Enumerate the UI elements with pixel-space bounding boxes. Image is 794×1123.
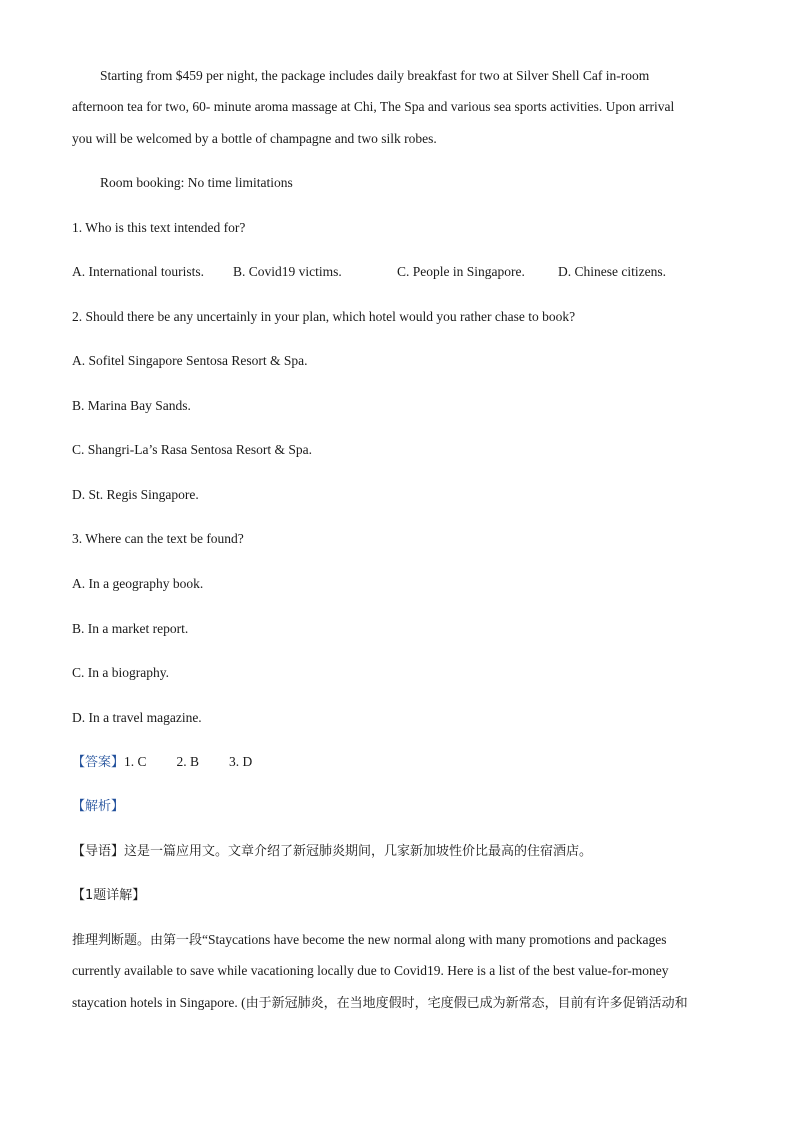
detail-line-2: currently available to save while vacationing locally due to Covid19. Here is a list of the best value-for-money <box>72 963 669 978</box>
question-3-option-b: B. In a market report. <box>72 621 189 636</box>
passage-line-1: Starting from $459 per night, the package includes daily breakfast for two at Silver Shell Caf in-room <box>100 68 650 83</box>
question-1-option-b: B. Covid19 victims. <box>233 264 342 279</box>
detail-line-1-en: “Staycations have become the new normal along with many promotions and packages <box>202 932 667 947</box>
question-3-option-d: D. In a travel magazine. <box>72 710 202 725</box>
question-2-option-a: A. Sofitel Singapore Sentosa Resort & Spa. <box>72 353 308 368</box>
passage-line-3: you will be welcomed by a bottle of champagne and two silk robes. <box>72 131 437 146</box>
detail-line-3 <box>72 994 688 1013</box>
analysis-label: 【解析】 <box>72 799 125 814</box>
question-2-stem: 2. Should there be any uncertainly in your plan, which hotel would you rather chase to book? <box>72 309 576 324</box>
question-2-option-b: B. Marina Bay Sands. <box>72 398 191 413</box>
answer-item-2: 2. B <box>176 754 200 769</box>
detail-label: 【1题详解】 <box>72 888 146 903</box>
question-2-option-d: D. St. Regis Singapore. <box>72 487 199 502</box>
detail-line-1-cn: 推理判断题。由第一段 <box>72 933 203 948</box>
guide-line <box>72 843 592 861</box>
question-3-stem: 3. Where can the text be found? <box>72 531 244 546</box>
detail-line-1 <box>72 931 667 950</box>
question-2-option-c: C. Shangri-La’s Rasa Sentosa Resort & Spa. <box>72 442 312 457</box>
question-1-option-c: C. People in Singapore. <box>397 264 525 279</box>
question-1-stem: 1. Who is this text intended for? <box>72 220 246 235</box>
answer-label: 【答案】 <box>72 755 125 770</box>
question-1-option-a: A. International tourists. <box>72 264 204 279</box>
detail-line-3-cn: 由于新冠肺炎，在当地度假时，宅度假已成为新常态，目前有许多促销活动和 <box>245 996 688 1011</box>
answer-item-3: 3. D <box>229 754 253 769</box>
detail-line-3-en: staycation hotels in Singapore. ( <box>72 995 246 1010</box>
guide-text: 这是一篇应用文。文章介绍了新冠肺炎期间，几家新加坡性价比最高的住宿酒店。 <box>124 844 593 859</box>
guide-label: 【导语】 <box>72 844 125 859</box>
question-3-option-a: A. In a geography book. <box>72 576 204 591</box>
answer-item-1: 1. C <box>124 754 147 769</box>
answer-line <box>72 753 252 772</box>
room-booking-line: Room booking: No time limitations <box>100 175 293 190</box>
question-3-option-c: C. In a biography. <box>72 665 169 680</box>
passage-line-2: afternoon tea for two, 60- minute aroma massage at Chi, The Spa and various sea sports activities. Upon arrival <box>72 99 675 114</box>
question-1-option-d: D. Chinese citizens. <box>558 264 666 279</box>
